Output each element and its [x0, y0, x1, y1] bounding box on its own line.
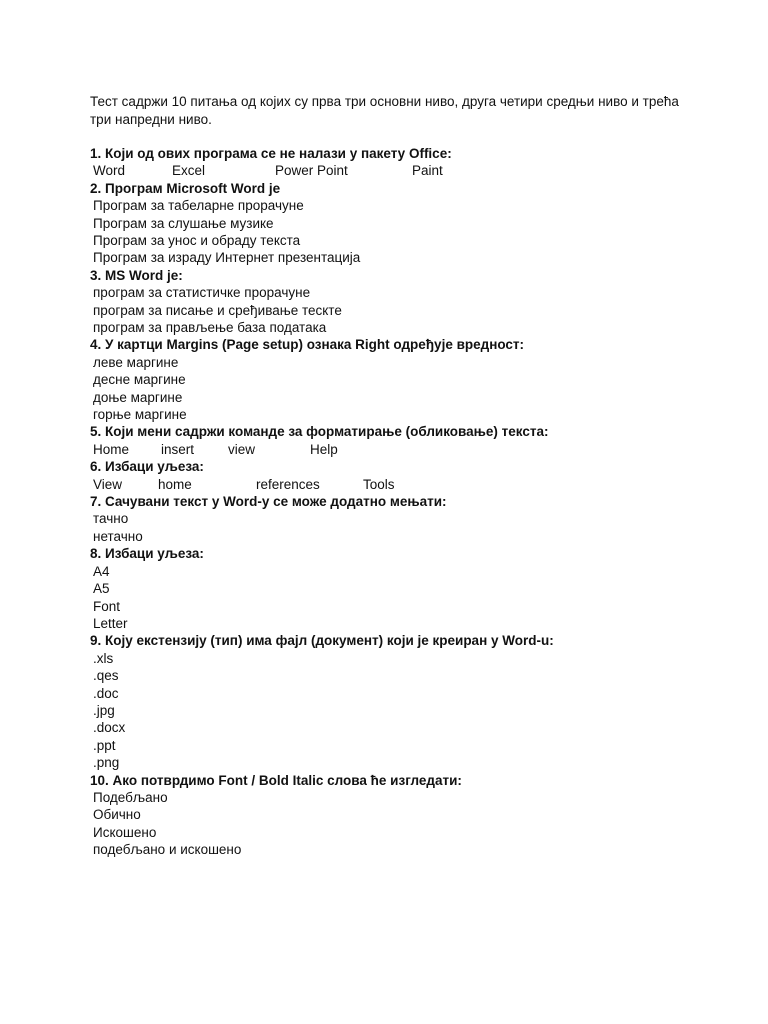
answer-option: Home: [93, 441, 130, 457]
answer-options-row: [90, 476, 710, 493]
answer-option: Excel: [172, 163, 206, 179]
answer-option: тачно: [93, 511, 129, 527]
answer-option: доње маргине: [93, 389, 183, 405]
question-6: [90, 458, 710, 493]
answer-option: .png: [93, 755, 120, 771]
question-title: 1. Који од ових програма се не налази у пакету Office:: [90, 146, 452, 161]
question-title: 3. MS Word je:: [90, 267, 183, 283]
question-9: [90, 632, 710, 771]
question-title: 8. Избаци уљеза:: [90, 546, 204, 562]
answer-option: Обично: [93, 807, 141, 823]
answer-options-row: [90, 441, 710, 458]
answer-option: Програм за израду Интернет презентација: [93, 250, 361, 266]
question-list: [90, 145, 710, 859]
question-title: 10. Ако потврдимо Font / Bold Italic слова ће изгледати:: [90, 772, 462, 788]
question-10: [90, 772, 710, 859]
answer-option: references: [256, 476, 320, 492]
question-5: [90, 423, 710, 458]
answer-option: Програм за унос и обраду текста: [93, 233, 301, 249]
answer-option: .docx: [93, 720, 126, 736]
question-4: [90, 336, 710, 423]
question-2: [90, 180, 710, 267]
intro-paragraph: Тест садржи 10 питања од којих су прва три основни ниво, друга четири средњи ниво и трећа три напредни ниво.: [90, 94, 679, 127]
answer-option: insert: [161, 441, 195, 457]
question-title: 9. Коју екстензију (тип) има фајл (документ) који је креиран у Word-u:: [90, 633, 554, 649]
question-title: 2. Програм Microsoft Word je: [90, 180, 281, 196]
answer-option: Paint: [412, 163, 443, 179]
answer-option: view: [228, 441, 256, 457]
question-1: [90, 145, 710, 180]
answer-option: View: [93, 476, 123, 492]
question-title: 7. Сачувани текст у Word-у се може додатно мењати:: [90, 494, 447, 510]
answer-option: Искошено: [93, 824, 157, 840]
answer-option: .doc: [93, 685, 119, 701]
answer-option: Power Point: [275, 163, 348, 179]
answer-option: home: [158, 476, 192, 492]
question-title: 6. Избаци уљеза:: [90, 459, 204, 475]
answer-option: Font: [93, 598, 121, 614]
answer-option: Програм за слушање музике: [93, 215, 274, 231]
answer-option: програм за статистичке прорачуне: [93, 285, 311, 301]
answer-options-row: [90, 162, 710, 179]
answer-option: .ppt: [93, 737, 116, 753]
answer-option: Letter: [93, 615, 128, 631]
question-title: 5. Који мени садржи команде за форматирање (обликовање) текста:: [90, 424, 549, 440]
answer-option: програм за прављење база података: [93, 320, 327, 336]
answer-option: .qes: [93, 668, 119, 684]
question-3: [90, 267, 710, 337]
answer-option: нетачно: [93, 528, 143, 544]
answer-option: Help: [310, 441, 338, 457]
answer-option: леве маргине: [93, 354, 179, 370]
answer-option: горње маргине: [93, 407, 187, 423]
answer-option: .xls: [93, 650, 114, 666]
answer-option: десне маргине: [93, 372, 186, 388]
question-title: 4. У картци Margins (Page setup) ознака Right одређује вредност:: [90, 337, 525, 353]
answer-option: Програм за табеларне прорачуне: [93, 198, 304, 214]
question-8: [90, 545, 710, 632]
question-7: [90, 493, 710, 545]
answer-option: Подебљано: [93, 789, 168, 805]
answer-option: подебљано и искошено: [93, 842, 242, 858]
answer-option: .jpg: [93, 702, 115, 718]
answer-option: Tools: [363, 476, 395, 492]
answer-option: A5: [93, 581, 110, 597]
answer-option: Word: [93, 163, 126, 179]
answer-option: A4: [93, 563, 110, 579]
answer-option: програм за писање и сређивање тескте: [93, 302, 342, 318]
